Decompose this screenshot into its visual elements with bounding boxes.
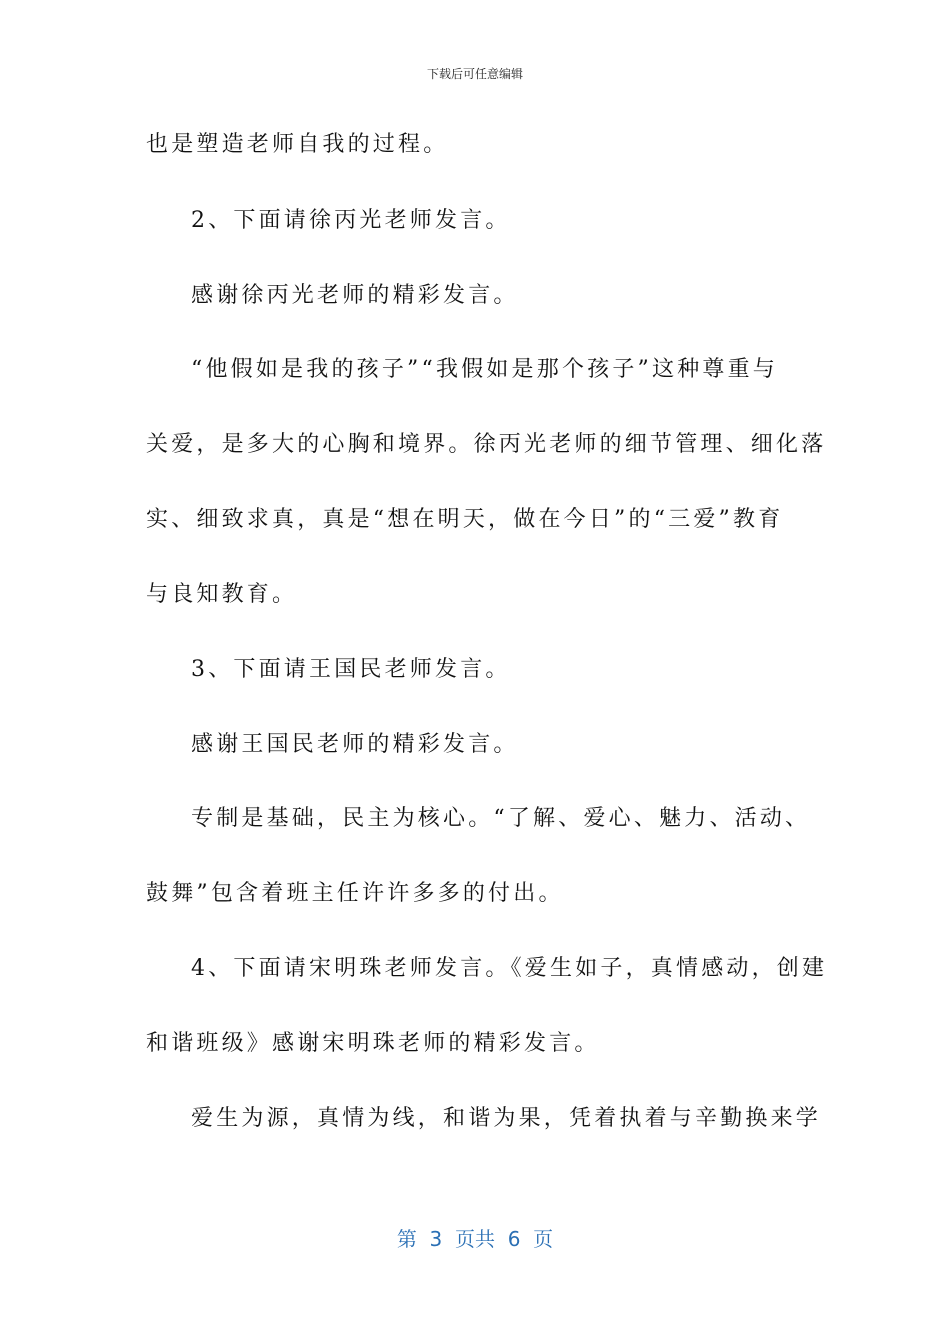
- paragraph-line: “他假如是我的孩子”“我假如是那个孩子”这种尊重与: [191, 357, 778, 382]
- paragraph-line: 感谢王国民老师的精彩发言。: [191, 732, 519, 757]
- page-header-note: 下载后可任意编辑: [426, 67, 523, 81]
- paragraph-line: 爱生为源，真情为线，和谐为果，凭着执着与辛勤换来学: [191, 1106, 822, 1131]
- paragraph-line: 与良知教育。: [146, 582, 298, 607]
- paragraph-line: 和谐班级》感谢宋明珠老师的精彩发言。: [146, 1031, 600, 1056]
- paragraph-line: 专制是基础，民主为核心。“了解、爱心、魅力、活动、: [191, 806, 811, 831]
- paragraph-line: 也是塑造老师自我的过程。: [146, 132, 449, 157]
- paragraph-line: 4、下面请宋明珠老师发言。《爱生如子，真情感动，创建: [191, 956, 828, 981]
- paragraph-line: 3、下面请王国民老师发言。: [191, 657, 511, 682]
- paragraph-line: 感谢徐丙光老师的精彩发言。: [191, 283, 519, 308]
- paragraph-line: 鼓舞”包含着班主任许许多多的付出。: [146, 881, 564, 906]
- page-number-footer: 第 3 页共 6 页: [396, 1227, 554, 1251]
- paragraph-line: 关爱，是多大的心胸和境界。徐丙光老师的细节管理、细化落: [146, 432, 827, 457]
- paragraph-line: 2、下面请徐丙光老师发言。: [191, 208, 511, 233]
- paragraph-line: 实、细致求真，真是“想在明天，做在今日”的“三爱”教育: [146, 507, 784, 532]
